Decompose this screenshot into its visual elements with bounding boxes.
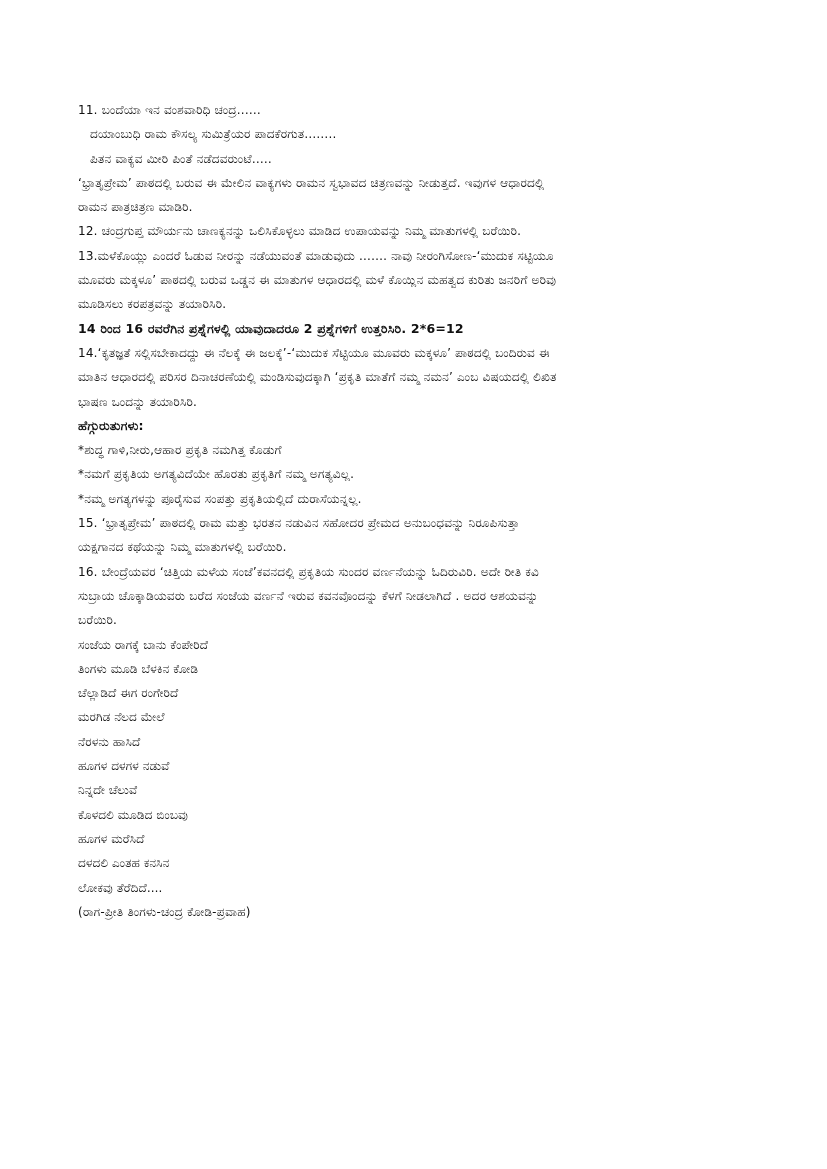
q15-line-2: ಯಕ್ಷಗಾನದ ಕಥೆಯನ್ನು ನಿಮ್ಮ ಮಾತುಗಳಲ್ಲಿ ಬರೆಯಿರಿ. — [78, 540, 287, 555]
poem-line: ಲೋಕವು ತೆರೆದಿದೆ.... — [78, 880, 163, 895]
poem-line: ನೆರಳನು ಹಾಸಿದೆ — [78, 734, 141, 749]
q14-line-3: ಭಾಷಣ ಒಂದನ್ನು ತಯಾರಿಸಿರಿ. — [78, 394, 198, 409]
q12-line-1: 12. ಚಂದ್ರಗುಪ್ತ ಮೌರ್ಯನು ಚಾಣಕ್ಯನನ್ನು ಒಲಿಸಿಕೊಳ್ಳಲು ಮಾಡಿದ ಉಪಾಯವನ್ನು ನಿಮ್ಮ ಮಾತುಗಳಲ್ಲಿ ಬರೆಯಿರಿ. — [78, 224, 522, 239]
poem-line: ತಿಂಗಳು ಮೂಡಿ ಬೆಳಕಿನ ಕೋಡಿ — [78, 661, 199, 676]
question-14 — [78, 341, 758, 414]
poem-line: ಹೂಗಳ ಮರೆಸಿದೆ — [78, 831, 145, 846]
poem-line: ಸಂಜೆಯ ರಾಗಕ್ಕೆ ಬಾನು ಕೆಂಪೇರಿದೆ — [78, 637, 209, 652]
hints-heading: ಹೆಗ್ಗುರುತುಗಳು: — [78, 417, 144, 433]
hints-block — [78, 414, 758, 511]
q13-line-3: ಮೂಡಿಸಲು ಕರಪತ್ರವನ್ನು ತಯಾರಿಸಿರಿ. — [78, 297, 227, 312]
question-15 — [78, 511, 758, 560]
q11-line-2: ದಯಾಂಬುಧಿ ರಾಮ ಕೌಸಲ್ಯ ಸುಮಿತ್ರೆಯರ ಪಾದಕೆರಗುತ........ — [90, 127, 337, 142]
poem-line: ನಿನ್ನದೇ ಚೆಲುವೆ — [78, 783, 138, 798]
q11-line-4: ‘ಭ್ರಾತೃಪ್ರೇಮ’ ಪಾಠದಲ್ಲಿ ಬರುವ ಈ ಮೇಲಿನ ವಾಕ್ಯಗಳು ರಾಮನ ಸ್ವಭಾವದ ಚಿತ್ರಣವನ್ನು ನೀಡುತ್ತದೆ. ಇವುಗಳ ಆಧಾರದಲ್ಲಿ — [78, 175, 545, 190]
poem-line: ದಳದಲಿ ಎಂತಹ ಕನಸಿನ — [78, 856, 170, 871]
q11-line-5: ರಾಮನ ಪಾತ್ರಚಿತ್ರಣ ಮಾಡಿರಿ. — [78, 200, 193, 215]
question-16 — [78, 560, 758, 633]
q16-line-2: ಸುಬ್ರಾಯ ಚೊಕ್ಕಾಡಿಯವರು ಬರೆದ ಸಂಜೆಯ ವರ್ಣನೆ ಇರುವ ಕವನವೊಂದನ್ನು ಕೆಳಗೆ ನೀಡಲಾಗಿದೆ . ಅದರ ಆಶಯವನ್ನು — [78, 588, 539, 603]
poem-line: ಮರಗಿಡ ನೆಲದ ಮೇಲೆ — [78, 710, 165, 725]
question-13 — [78, 244, 758, 317]
q15-line-1: 15. ‘ಭ್ರಾತೃಪ್ರೇಮ’ ಪಾಠದಲ್ಲಿ ರಾಮ ಮತ್ತು ಭರತನ ನಡುವಿನ ಸಹೋದರ ಪ್ರೇಮದ ಅನುಬಂಧವನ್ನು ನಿರೂಪಿಸುತ್ತಾ — [78, 516, 520, 531]
hint-item: *ನಮ್ಮ ಅಗತ್ಯಗಳನ್ನು ಪೂರೈಸುವ ಸಂಪತ್ತು ಪ್ರಕೃತಿಯಲ್ಲಿದೆ ದುರಾಸೆಯನ್ನಲ್ಲ. — [78, 491, 362, 506]
q14-line-1: 14.‘ಕೃತಜ್ಞತೆ ಸಲ್ಲಿಸಬೇಕಾದದ್ದು ಈ ನೆಲಕ್ಕೆ ಈ ಜಲಕ್ಕೆ’-‘ಮುದುಕ ಸೆಟ್ಟಿಯೂ ಮೂವರು ಮಕ್ಕಳೂ’ ಪಾಠದಲ್ಲಿ ಬಂದಿರುವ ಈ — [78, 345, 550, 360]
q16-line-3: ಬರೆಯಿರಿ. — [78, 613, 117, 628]
hint-item: *ಶುದ್ಧ ಗಾಳಿ,ನೀರು,ಆಹಾರ ಪ್ರಕೃತಿ ನಮಗಿತ್ತ ಕೊಡುಗೆ — [78, 443, 282, 458]
poem-line: ಚೆಲ್ಲಾಡಿದೆ ಈಗ ರಂಗೇರಿದೆ — [78, 686, 179, 701]
glossary-note: (ರಾಗ-ಪ್ರೀತಿ ತಿಂಗಳು-ಚಂದ್ರ ಕೋಡಿ-ಪ್ರವಾಹ) — [78, 904, 251, 919]
question-paper-page — [78, 98, 758, 924]
q14-line-2: ಮಾತಿನ ಆಧಾರದಲ್ಲಿ ಪರಿಸರ ದಿನಾಚರಣೆಯಲ್ಲಿ ಮಂಡಿಸುವುದಕ್ಕಾಗಿ ‘ಪ್ರಕೃತಿ ಮಾತೆಗೆ ನಮ್ಮ ನಮನ’ ಎಂಬ ವಿಷಯದಲ್ಲಿ ಲಿಖಿತ — [78, 370, 557, 385]
question-11 — [78, 98, 758, 219]
section-heading: 14 ರಿಂದ 16 ರವರೆಗಿನ ಪ್ರಶ್ನೆಗಳಲ್ಲಿ ಯಾವುದಾದರೂ 2 ಪ್ರಶ್ನೆಗಳಿಗೆ ಉತ್ತರಿಸಿರಿ. 2*6=12 — [78, 320, 464, 336]
q13-line-1: 13.ಮಳೆಕೊಯ್ಲು ಎಂದರೆ ಓಡುವ ನೀರನ್ನು ನಡೆಯುವಂತೆ ಮಾಡುವುದು ....... ನಾವು ನೀರಂಗಿಸೋಣ-‘ಮುದುಕ ಸಟ್ಟಿಯೂ — [78, 248, 554, 263]
poem-block — [78, 633, 758, 900]
poem-line: ಹೂಗಳ ದಳಗಳ ನಡುವೆ — [78, 759, 170, 774]
q11-line-1: 11. ಬಂದೆಯಾ ಇನ ವಂಶವಾರಿಧಿ ಚಂದ್ರ...... — [78, 103, 261, 117]
poem-line: ಕೊಳದಲಿ ಮೂಡಿದ ಬಿಂಬವು — [78, 807, 188, 822]
q16-line-1: 16. ಬೇಂದ್ರೆಯವರ ‘ಚಿತ್ತಿಯ ಮಳೆಯ ಸಂಜೆ’ಕವನದಲ್ಲಿ ಪ್ರಕೃತಿಯ ಸುಂದರ ವರ್ಣನೆಯನ್ನು ಓದಿರುವಿರಿ. ಅದೇ ರೀತಿ ಕವಿ — [78, 564, 539, 579]
hint-item: *ನಮಗೆ ಪ್ರಕೃತಿಯ ಅಗತ್ಯವಿದೆಯೇ ಹೊರತು ಪ್ರಕೃತಿಗೆ ನಮ್ಮ ಅಗತ್ಯವಿಲ್ಲ. — [78, 467, 355, 482]
q13-line-2: ಮೂವರು ಮಕ್ಕಳೂ’ ಪಾಠದಲ್ಲಿ ಬರುವ ಒಡ್ಡನ ಈ ಮಾತುಗಳ ಆಧಾರದಲ್ಲಿ ಮಳೆ ಕೊಯ್ಲಿನ ಮಹತ್ವದ ಕುರಿತು ಜನರಿಗೆ ಅರಿವು — [78, 273, 557, 288]
question-12 — [78, 219, 758, 243]
q11-line-3: ಪಿತನ ವಾಕ್ಯವ ಮೀರಿ ಪಿಂತೆ ನಡೆದವರುಂಟೆ..... — [90, 151, 272, 166]
